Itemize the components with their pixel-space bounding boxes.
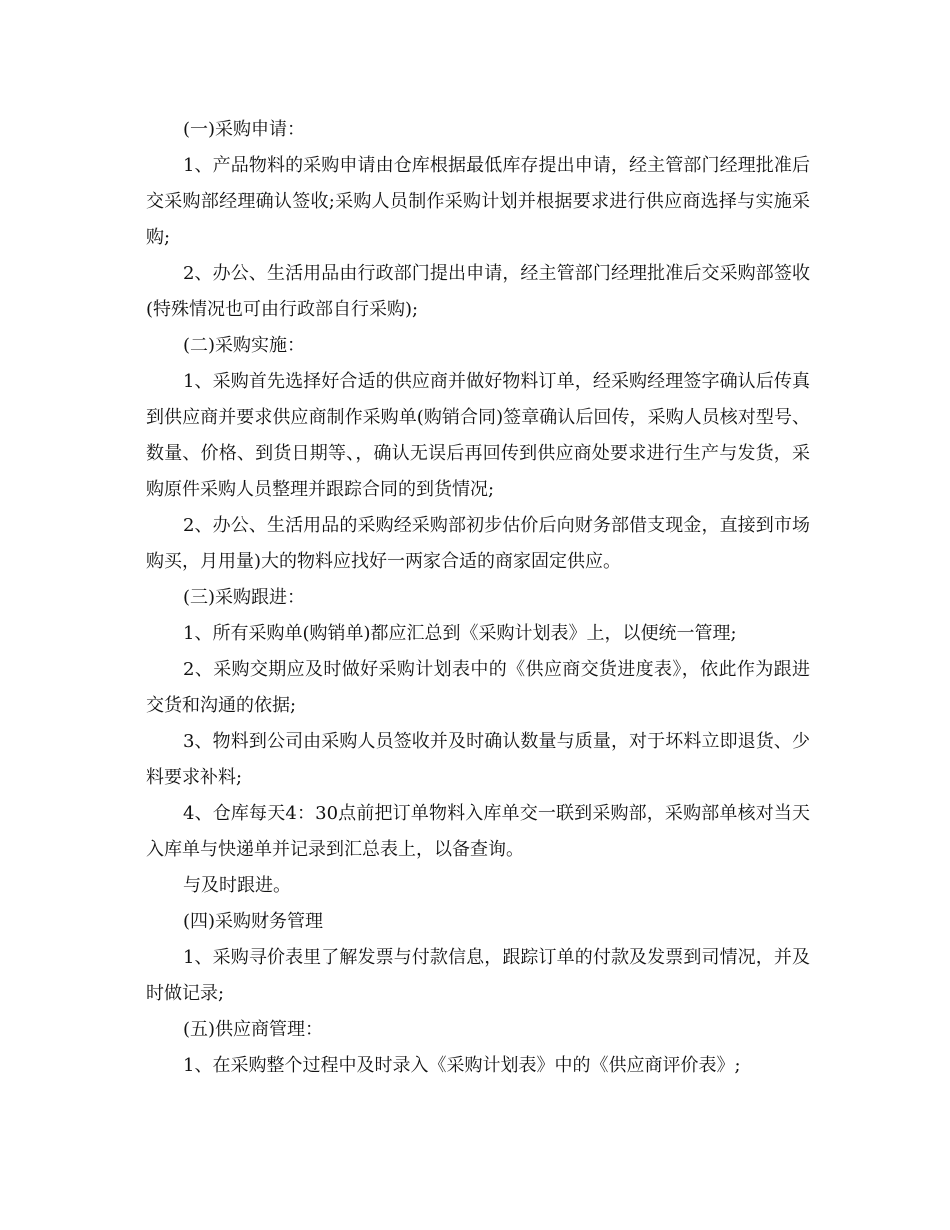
- section-heading-purchase-follow-up: (三)采购跟进：: [183, 587, 306, 608]
- paragraph: 1、产品物料的采购申请由仓库根据最低库存提出申请，经主管部门经理批准后交采购部经理确认签收;采购人员制作采购计划并根据要求进行供应商选择与实施采购;: [146, 155, 810, 248]
- paragraph: 与及时跟进。: [183, 875, 291, 896]
- section-heading-purchase-request: (一)采购申请：: [183, 119, 306, 140]
- section-heading-supplier-management: (五)供应商管理：: [183, 1019, 324, 1040]
- paragraph: 4、仓库每天4：30点前把订单物料入库单交一联到采购部，采购部单核对当天入库单与快递单并记录到汇总表上，以备查询。: [146, 803, 810, 860]
- paragraph: 3、物料到公司由采购人员签收并及时确认数量与质量，对于坏料立即退货、少料要求补料;: [146, 731, 810, 788]
- paragraph: 2、办公、生活用品由行政部门提出申请，经主管部门经理批准后交采购部签收(特殊情况也可由行政部自行采购);: [146, 263, 810, 320]
- paragraph: 2、办公、生活用品的采购经采购部初步估价后向财务部借支现金，直接到市场购买，月用量)大的物料应找好一两家合适的商家固定供应。: [146, 515, 810, 572]
- paragraph: 1、所有采购单(购销单)都应汇总到《采购计划表》上，以便统一管理;: [183, 623, 737, 644]
- section-heading-purchase-finance: (四)采购财务管理: [183, 911, 324, 932]
- paragraph: 1、在采购整个过程中及时录入《采购计划表》中的《供应商评价表》;: [183, 1055, 741, 1076]
- document-body: [146, 112, 810, 1084]
- paragraph: 2、采购交期应及时做好采购计划表中的《供应商交货进度表》，依此作为跟进交货和沟通的依据;: [146, 659, 810, 716]
- paragraph: 1、采购寻价表里了解发票与付款信息，跟踪订单的付款及发票到司情况，并及时做记录;: [146, 947, 810, 1004]
- section-heading-purchase-implementation: (二)采购实施：: [183, 335, 306, 356]
- paragraph: 1、采购首先选择好合适的供应商并做好物料订单，经采购经理签字确认后传真到供应商并要求供应商制作采购单(购销合同)签章确认后回传，采购人员核对型号、数量、价格、到货日期等、，确认无误后再回传到供应商处要求进行生产与发货，采购原件采购人员整理并跟踪合同的到货情况;: [146, 371, 810, 500]
